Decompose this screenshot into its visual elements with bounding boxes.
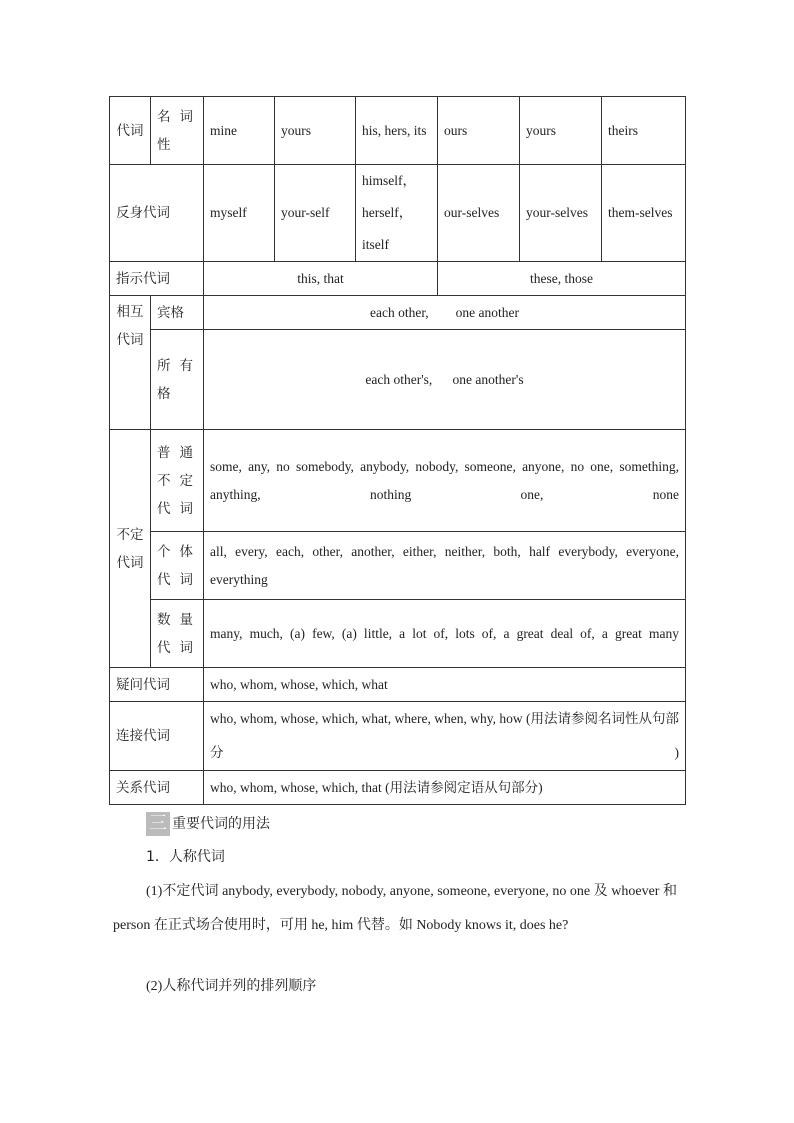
cell-yourselves: your-selves	[520, 165, 602, 262]
row-conjunctive	[110, 702, 686, 771]
row-reciprocal-objective	[110, 296, 686, 330]
cell-each-others: each other's, one another's	[204, 330, 686, 430]
cell-each-other: each other, one another	[204, 296, 686, 330]
cell-quantity: many, much, (a) few, (a) little, a lot of, lots of, a great deal of, a great many	[204, 600, 686, 668]
label-reciprocal: 相互代词	[110, 296, 151, 430]
cell-yourself: your-self	[275, 165, 356, 262]
section-title: 重要代词的用法	[172, 816, 270, 832]
cell-himself: himself，herself，itself	[356, 165, 438, 262]
cell-mine: mine	[204, 97, 275, 165]
label-interrogative: 疑问代词	[110, 668, 204, 702]
row-demonstrative	[110, 262, 686, 296]
cell-sub-nominal: 名词性	[151, 97, 204, 165]
row-relative	[110, 771, 686, 805]
cell-yours: yours	[275, 97, 356, 165]
label-quantity: 数量代词	[151, 600, 204, 668]
row-indefinite-individual	[110, 532, 686, 600]
cell-theirs: theirs	[602, 97, 686, 165]
cell-conjunctive: who, whom, whose, which, what, where, when, why, how (用法请参阅名词性从句部分)	[204, 702, 686, 771]
label-conjunctive: 连接代词	[110, 702, 204, 771]
paragraph-indefinite-he-him: (1)不定代词 anybody, everybody, nobody, anyone, someone, everyone, no one 及 whoever 和 person 在正式场合使用时，可用 he, him 代替。如 Nobody knows it, does he?	[113, 884, 677, 933]
cell-relative: who, whom, whose, which, that (用法请参阅定语从句部分)	[204, 771, 686, 805]
cell-themselves: them-selves	[602, 165, 686, 262]
label-relative: 关系代词	[110, 771, 204, 805]
label-individual: 个体代词	[151, 532, 204, 600]
row-reciprocal-possessive	[110, 330, 686, 430]
label-reflexive: 反身代词	[110, 165, 204, 262]
item-personal-pronoun: 1．人称代词	[146, 849, 225, 865]
paragraph-order: (2)人称代词并列的排列顺序	[146, 979, 317, 994]
label-possessive: 所有格	[151, 330, 204, 430]
row-possessive	[110, 97, 686, 165]
cell-common-indefinite: some, any, no somebody, anybody, nobody, someone, anyone, no one, something, anything, nothing one, none	[204, 430, 686, 532]
row-indefinite-common	[110, 430, 686, 532]
section-heading	[146, 812, 270, 836]
cell-individual: all, every, each, other, another, either, neither, both, half everybody, everyone, everything	[204, 532, 686, 600]
cell-ours: ours	[438, 97, 520, 165]
label-common-indefinite: 普通不定代词	[151, 430, 204, 532]
row-reflexive	[110, 165, 686, 262]
cell-main-personal: 代词	[110, 97, 151, 165]
section-number-badge: 三	[146, 812, 170, 836]
label-demonstrative: 指示代词	[110, 262, 204, 296]
cell-these-those: these, those	[438, 262, 686, 296]
label-objective: 宾格	[151, 296, 204, 330]
cell-ourselves: our-selves	[438, 165, 520, 262]
cell-his-hers-its: his, hers, its	[356, 97, 438, 165]
cell-this-that: this, that	[204, 262, 438, 296]
pronoun-table	[109, 96, 686, 805]
cell-yours-plural: yours	[520, 97, 602, 165]
row-interrogative	[110, 668, 686, 702]
cell-myself: myself	[204, 165, 275, 262]
cell-interrogative: who, whom, whose, which, what	[204, 668, 686, 702]
label-indefinite: 不定代词	[110, 430, 151, 668]
row-indefinite-quantity	[110, 600, 686, 668]
